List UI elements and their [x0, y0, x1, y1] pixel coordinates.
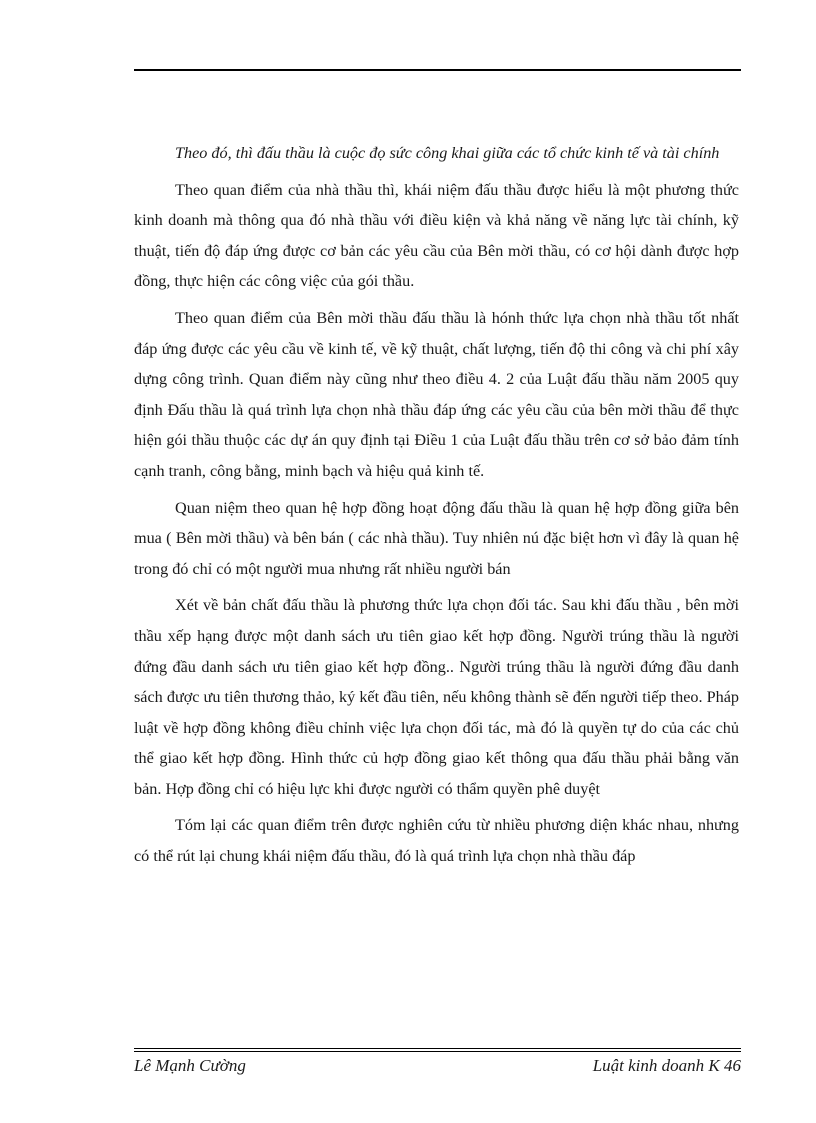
page-footer: [134, 1054, 741, 1078]
document-body: [134, 138, 739, 878]
paragraph-contract-relation: Quan niệm theo quan hệ hợp đồng hoạt động đấu thầu là quan hệ hợp đồng giữa bên mua ( Bên mời thầu) và bên bán ( các nhà thầu). Tuy nhiên nú đặc biệt hơn vì đây là quan hệ trong đó chỉ có một người mua nhưng rất nhiều người bán: [134, 498, 739, 578]
paragraph-contractor-view: Theo quan điểm của nhà thầu thì, khái niệm đấu thầu được hiểu là một phương thức kinh doanh mà thông qua đó nhà thầu với điều kiện và khả năng về năng lực tài chính, kỹ thuật, tiến độ đáp ứng được cơ bản các yêu cầu của Bên mời thầu, có cơ hội dành được hợp đồng, thực hiện các công việc của gói thầu.: [134, 180, 739, 291]
paragraph-intro: Theo đó, thì đấu thầu là cuộc đọ sức công khai giữa các tổ chức kinh tế và tài chính: [175, 144, 720, 162]
paragraph-summary: Tóm lại các quan điểm trên được nghiên cứu từ nhiều phương diện khác nhau, nhưng có thể rút lại chung khái niệm đấu thầu, đó là quá trình lựa chọn nhà thầu đáp: [134, 816, 739, 866]
footer-course: Luật kinh doanh K 46: [592, 1056, 741, 1075]
paragraph-nature: Xét về bản chất đấu thầu là phương thức lựa chọn đối tác. Sau khi đấu thầu , bên mời thầu xếp hạng được một danh sách ưu tiên giao kết hợp đồng. Người trúng thầu là người đứng đầu danh sách ưu tiên giao kết hợp đồng.. Người trúng thầu là người đứng đầu danh sách được ưu tiên thương thảo, ký kết đầu tiên, nếu không thành sẽ đến người tiếp theo. Pháp luật về hợp đồng không điều chỉnh việc lựa chọn đối tác, mà đó là quyền tự do của các chủ thể giao kết hợp đồng. Hình thức củ hợp đồng giao kết thông qua đấu thầu phải bằng văn bản. Hợp đồng chỉ có hiệu lực khi được người có thẩm quyền phê duyệt: [134, 596, 739, 798]
footer-author: Lê Mạnh Cường: [134, 1056, 246, 1075]
footer-rule: [134, 1048, 741, 1052]
header-rule: [134, 69, 741, 71]
paragraph-employer-view: Theo quan điểm của Bên mời thầu đấu thầu là hónh thức lựa chọn nhà thầu tốt nhất đáp ứng được các yêu cầu về kinh tế, về kỹ thuật, chất lượng, tiến độ thi công và chi phí xây dựng công trình. Quan điểm này cũng như theo điều 4. 2 của Luật đấu thầu năm 2005 quy định Đấu thầu là quá trình lựa chọn nhà thầu đáp ứng các yêu cầu của bên mời thầu để thực hiện gói thầu thuộc các dự án quy định tại Điều 1 của Luật đấu thầu trên cơ sở bảo đảm tính cạnh tranh, công bằng, minh bạch và hiệu quả kinh tế.: [134, 308, 739, 480]
